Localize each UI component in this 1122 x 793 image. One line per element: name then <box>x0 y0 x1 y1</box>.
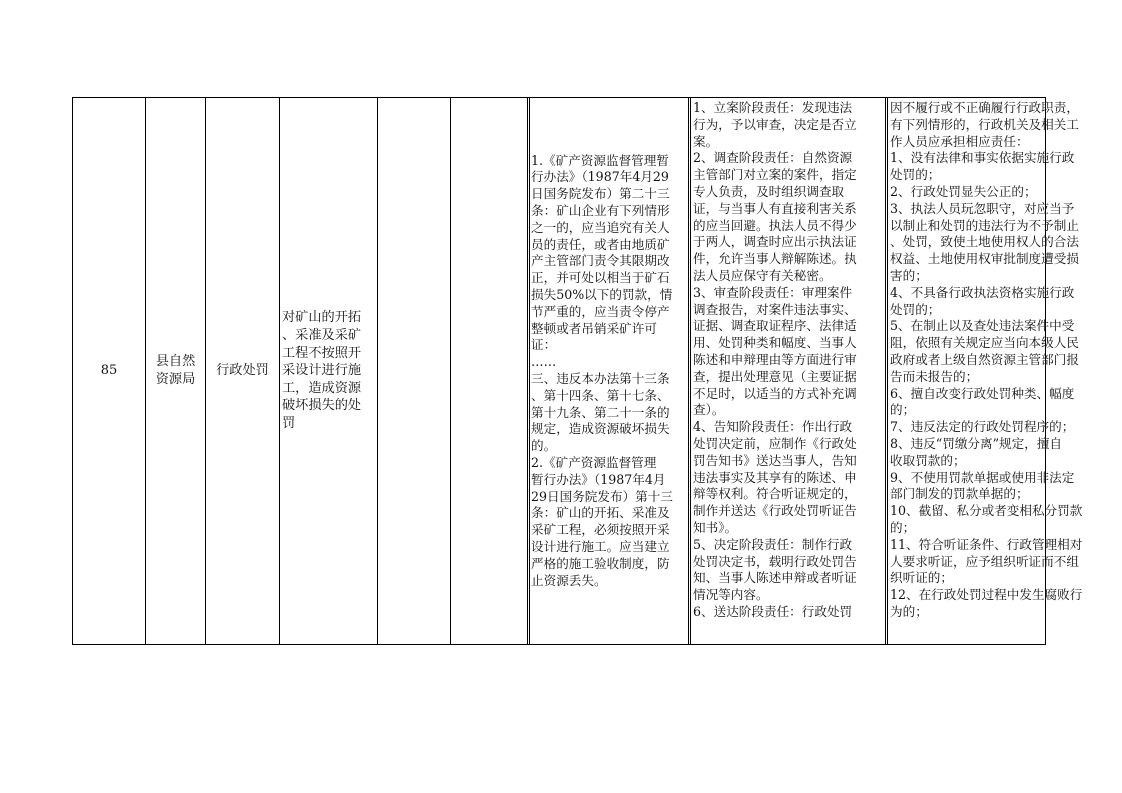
legal-basis-text: 1.《矿产资源监督管理暂 行办法》（1987年4月29 日国务院发布）第二十三 条：矿山企业有下列情形 之一的，应当追究有关人 员的责任，或者由地质矿 产主管部门责令其限期改 正，并可处以相当于矿石 损失50%以下的罚款，情 节严重的，应当责令停产 整顿或者吊销采矿许可 证： …… 三、违反本办法第十三条 、第十四条、第十七条、 第十九条、第二十一条的 规定，造成资源破坏损失 的。 2.《矿产资源监督管理 暂行办法》（1987年4月 29日国务院发布）第十三 条：矿山的开拓、采准及 采矿工程，必须按照开采 设计进行施工。应当建立 严格的施工验收制度，防 止资源丢失。 <box>531 152 673 588</box>
accountability-text: 因不履行或不正确履行行政职责， 有下列情形的，行政机关及相关工 作人员应承担相应责任： 1、没有法律和事实依据实施行政 处罚的； 2、行政处罚显失公正的； 3、执法人员玩忽职守，对应当予 以制止和处罚的违法行为不予制止 、处罚，致使土地使用权人的合法 权益、土地使用权审批制度遭受损 害的； 4、不具备行政执法资格实施行政 处罚的； 5、在制止以及查处违法案件中受 阻，依照有关规定应当向本级人民 政府或者上级自然资源主管部门报 告而未报告的； 6、擅自改变行政处罚种类、幅度 的； 7、违反法定的行政处罚程序的； 8、违反“罚缴分离”规定，擅自 收取罚款的； 9、不使用罚款单据或使用非法定 部门制发的罚款单据的； 10、截留、私分或者变相私分罚款 的； 11、符合听证条件、行政管理相对 人要求听证，应予组织听证而不组 织听证的； 12、在行政处罚过程中发生腐败行 为的； <box>890 100 1083 619</box>
empty-cell-5 <box>378 98 451 644</box>
row-number-cell <box>73 98 146 644</box>
item-name: 对矿山的开拓 、采准及采矿 工程不按照开 采设计进行施 工，造成资源 破坏损失的处 罚 <box>282 310 362 431</box>
row-number: 85 <box>100 363 118 379</box>
category-cell <box>206 98 280 644</box>
item-name-cell <box>280 98 378 644</box>
legal-basis-cell <box>530 98 691 644</box>
responsibility-cell <box>691 98 888 644</box>
department-cell <box>146 98 206 644</box>
responsibility-text: 1、立案阶段责任：发现违法 行为，予以审查，决定是否立 案。 2、调查阶段责任：自然资源 主管部门对立案的案件，指定 专人负责，及时组织调查取 证，与当事人有直接利害关系 的应当回避。执法人员不得少 于两人，调查时应出示执法证 件，允许当事人辩解陈述。执 法人员应保守有关秘密。 3、审查阶段责任：审理案件 调查报告，对案件违法事实、 证据、调查取证程序、法律适 用、处罚种类和幅度、当事人 陈述和申辩理由等方面进行审 查，提出处理意见（主要证据 不足时，以适当的方式补充调 查）。 4、告知阶段责任：作出行政 处罚决定前，应制作《行政处 罚告知书》送达当事人，告知 违法事实及其享有的陈述、申 辩等权利。符合听证规定的， 制作并送达《行政处罚听证告 知书》。 5、决定阶段责任：制作行政 处罚决定书，载明行政处罚告 知、当事人陈述申辩或者听证 情况等内容。 6、送达阶段责任：行政处罚 <box>693 100 857 619</box>
empty-cell-6 <box>451 98 530 644</box>
item-category: 行政处罚 <box>216 363 269 379</box>
table-row <box>72 97 1083 645</box>
department-name: 县自然 资源局 <box>155 354 196 387</box>
accountability-cell <box>888 98 1083 644</box>
